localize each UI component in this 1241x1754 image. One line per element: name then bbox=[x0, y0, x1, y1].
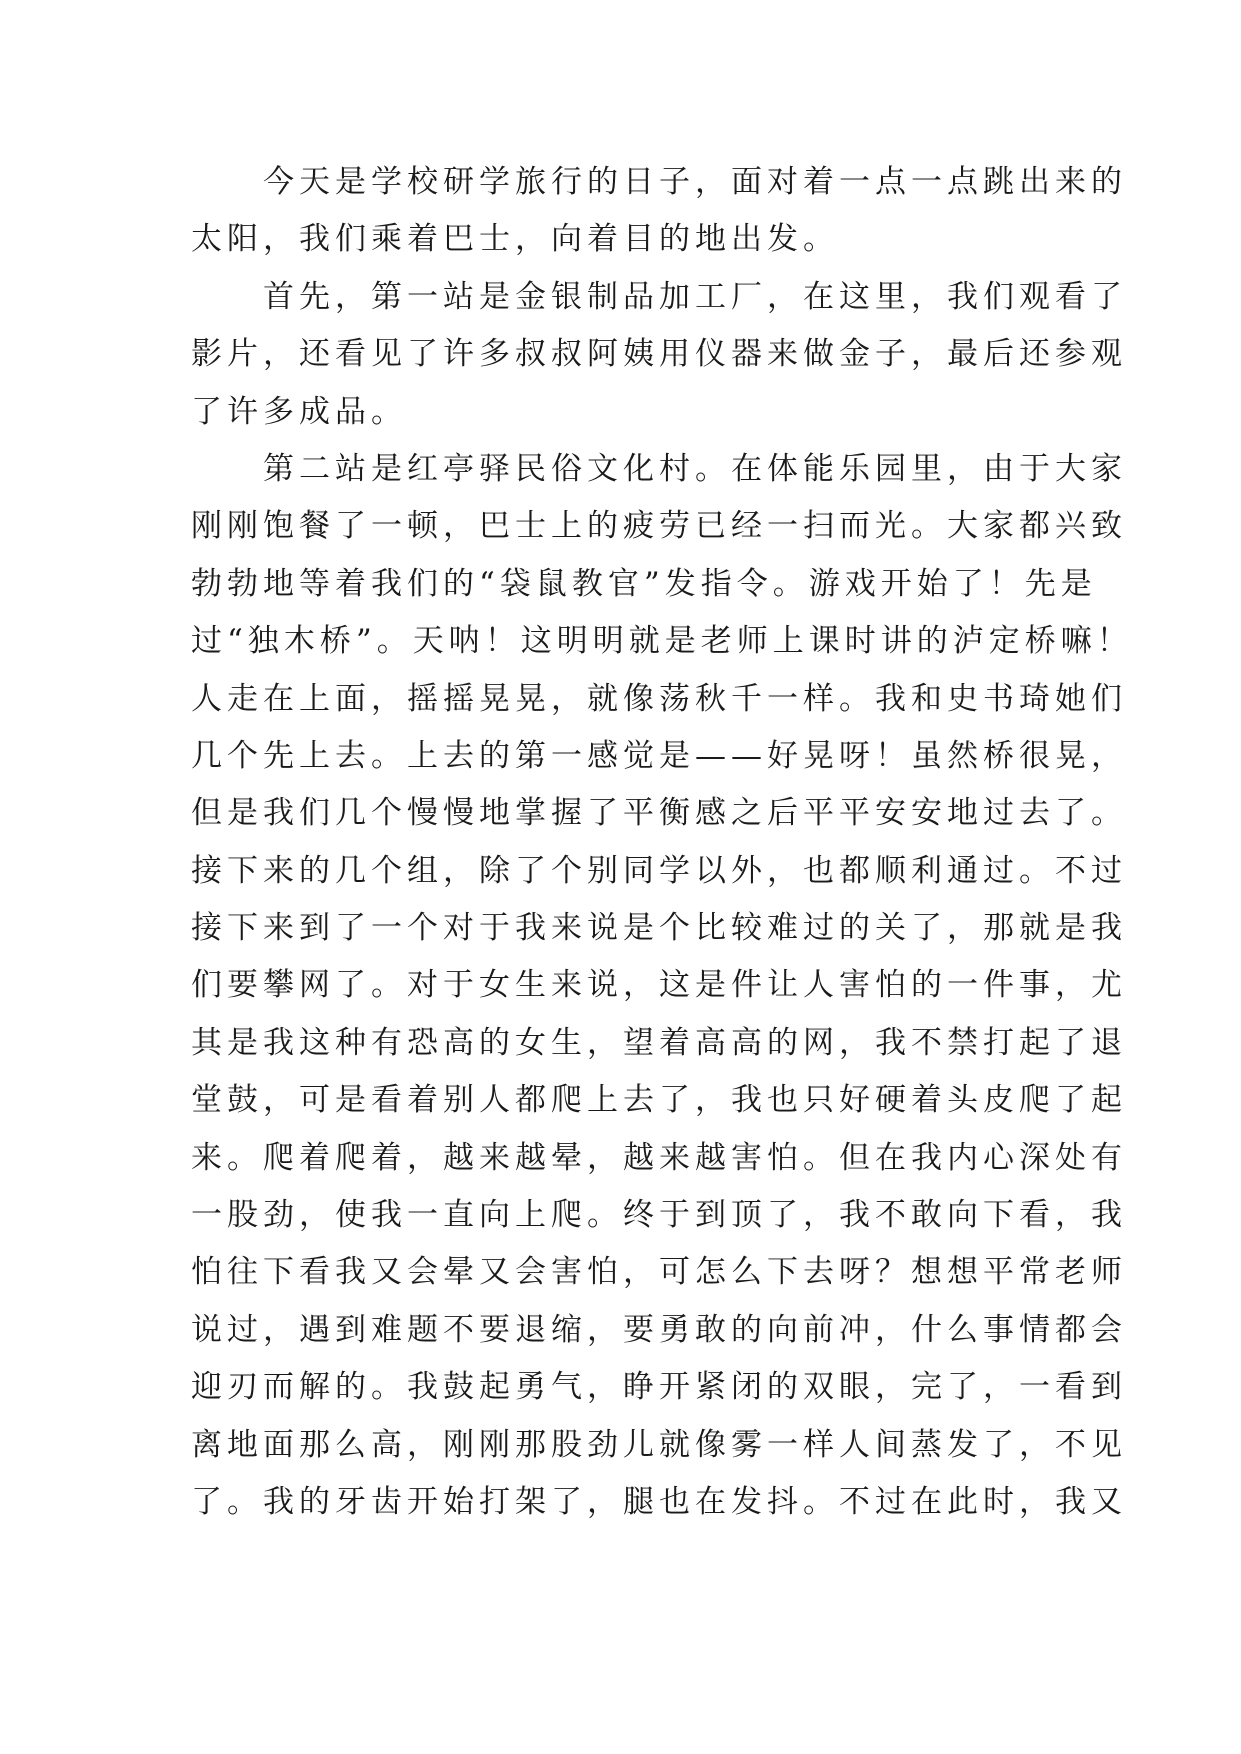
text-line: 接下来的几个组，除了个别同学以外，也都顺利通过。不过 bbox=[191, 852, 1127, 889]
text-line: 刚刚饱餐了一顿，巴士上的疲劳已经一扫而光。大家都兴致 bbox=[191, 508, 1127, 545]
text-line: 首先，第一站是金银制品加工厂，在这里，我们观看了 bbox=[191, 278, 1127, 315]
text-line: 太阳，我们乘着巴士，向着目的地出发。 bbox=[191, 221, 839, 258]
text-line: 几个先上去。上去的第一感觉是——好晃呀！虽然桥很晃， bbox=[191, 737, 1127, 774]
text-line: 人走在上面，摇摇晃晃，就像荡秋千一样。我和史书琦她们 bbox=[191, 680, 1127, 717]
text-line: 其是我这种有恐高的女生，望着高高的网，我不禁打起了退 bbox=[191, 1024, 1127, 1061]
text-line: 了许多成品。 bbox=[191, 393, 407, 430]
text-line: 过“独木桥”。天呐！这明明就是老师上课时讲的泸定桥嘛！ bbox=[191, 623, 1133, 660]
text-line: 了。我的牙齿开始打架了，腿也在发抖。不过在此时，我又 bbox=[191, 1483, 1127, 1520]
text-line: 勃勃地等着我们的“袋鼠教官”发指令。游戏开始了！先是 bbox=[191, 565, 1097, 602]
text-line: 离地面那么高，刚刚那股劲儿就像雾一样人间蒸发了，不见 bbox=[191, 1426, 1127, 1463]
text-line: 来。爬着爬着，越来越晕，越来越害怕。但在我内心深处有 bbox=[191, 1139, 1127, 1176]
text-line: 们要攀网了。对于女生来说，这是件让人害怕的一件事，尤 bbox=[191, 967, 1127, 1004]
body-text bbox=[191, 154, 1133, 1531]
text-line: 接下来到了一个对于我来说是个比较难过的关了，那就是我 bbox=[191, 910, 1127, 947]
text-line: 但是我们几个慢慢地掌握了平衡感之后平平安安地过去了。 bbox=[191, 795, 1127, 832]
text-line: 堂鼓，可是看着别人都爬上去了，我也只好硬着头皮爬了起 bbox=[191, 1082, 1127, 1119]
text-line: 影片，还看见了许多叔叔阿姨用仪器来做金子，最后还参观 bbox=[191, 336, 1127, 373]
text-line: 迎刃而解的。我鼓起勇气，睁开紧闭的双眼，完了，一看到 bbox=[191, 1369, 1127, 1406]
text-line: 今天是学校研学旅行的日子，面对着一点一点跳出来的 bbox=[191, 164, 1127, 200]
text-line: 第二站是红亭驿民俗文化村。在体能乐园里，由于大家 bbox=[191, 450, 1127, 487]
text-line: 怕往下看我又会晕又会害怕，可怎么下去呀？想想平常老师 bbox=[191, 1254, 1127, 1291]
text-line: 说过，遇到难题不要退缩，要勇敢的向前冲，什么事情都会 bbox=[191, 1311, 1127, 1348]
text-line: 一股劲，使我一直向上爬。终于到顶了，我不敢向下看，我 bbox=[191, 1197, 1127, 1234]
